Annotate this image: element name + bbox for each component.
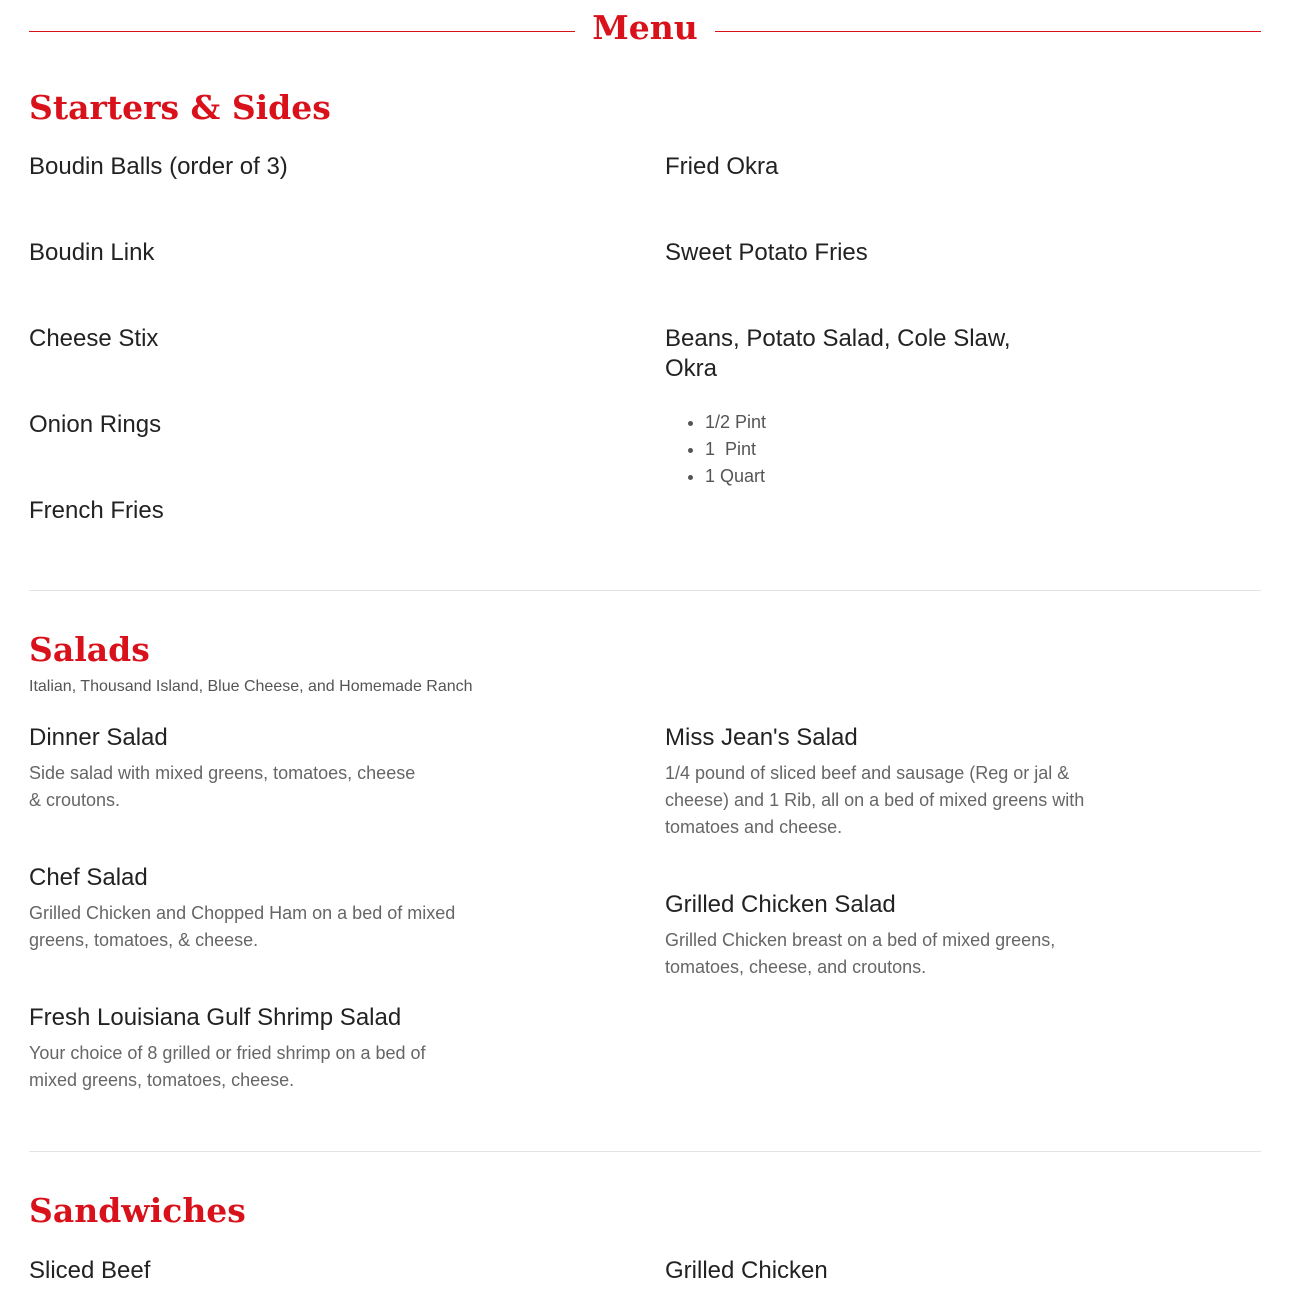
menu-item-french-fries: French Fries: [29, 497, 164, 524]
menu-item-chef-salad: Chef Salad: [29, 864, 148, 891]
menu-item-description: 1/4 pound of sliced beef and sausage (Reg or jal & cheese) and 1 Rib, all on a bed of mixed greens with tomatoes and cheese.: [665, 763, 1085, 837]
size-option: • 1/2 Pint: [705, 409, 766, 436]
menu-item-sides: Beans, Potato Salad, Cole Slaw, Okra: [665, 325, 1011, 382]
salad-dressings-note: Italian, Thousand Island, Blue Cheese, and Homemade Ranch: [29, 678, 473, 695]
menu-item-sweet-potato-fries: Sweet Potato Fries: [665, 239, 868, 266]
header-rule-right: [715, 31, 1261, 32]
size-options-list: [665, 409, 766, 490]
menu-item-shrimp-salad: Fresh Louisiana Gulf Shrimp Salad: [29, 1004, 402, 1031]
menu-item-grilled-chicken-salad: Grilled Chicken Salad: [665, 891, 896, 918]
menu-item-boudin-balls: Boudin Balls (order of 3): [29, 153, 288, 180]
menu-item-miss-jeans-salad: Miss Jean's Salad: [665, 724, 858, 751]
menu-item-description: Grilled Chicken and Chopped Ham on a bed of mixed greens, tomatoes, & cheese.: [29, 903, 456, 950]
section-title-salads: Salads: [29, 630, 150, 669]
menu-item-sliced-beef: Sliced Beef: [29, 1257, 151, 1284]
header-rule-left: [29, 31, 575, 32]
page-title: Menu: [592, 8, 698, 47]
section-title-sandwiches: Sandwiches: [29, 1191, 246, 1230]
menu-item-description: Your choice of 8 grilled or fried shrimp on a bed of mixed greens, tomatoes, cheese.: [29, 1043, 426, 1090]
menu-item-onion-rings: Onion Rings: [29, 411, 162, 438]
menu-item-fried-okra: Fried Okra: [665, 153, 779, 180]
section-title-starters: Starters & Sides: [29, 88, 331, 127]
size-option: • 1 Pint: [705, 436, 766, 463]
menu-header: [29, 0, 1261, 56]
section-divider: [29, 590, 1261, 591]
menu-item-description: Grilled Chicken breast on a bed of mixed greens, tomatoes, cheese, and croutons.: [665, 930, 1056, 977]
menu-item-grilled-chicken: Grilled Chicken: [665, 1257, 828, 1284]
menu-item-boudin-link: Boudin Link: [29, 239, 155, 266]
menu-item-cheese-stix: Cheese Stix: [29, 325, 159, 352]
size-option: • 1 Quart: [705, 463, 766, 490]
section-divider: [29, 1151, 1261, 1152]
menu-item-description: Side salad with mixed greens, tomatoes, cheese & croutons.: [29, 763, 416, 810]
menu-item-dinner-salad: Dinner Salad: [29, 724, 168, 751]
